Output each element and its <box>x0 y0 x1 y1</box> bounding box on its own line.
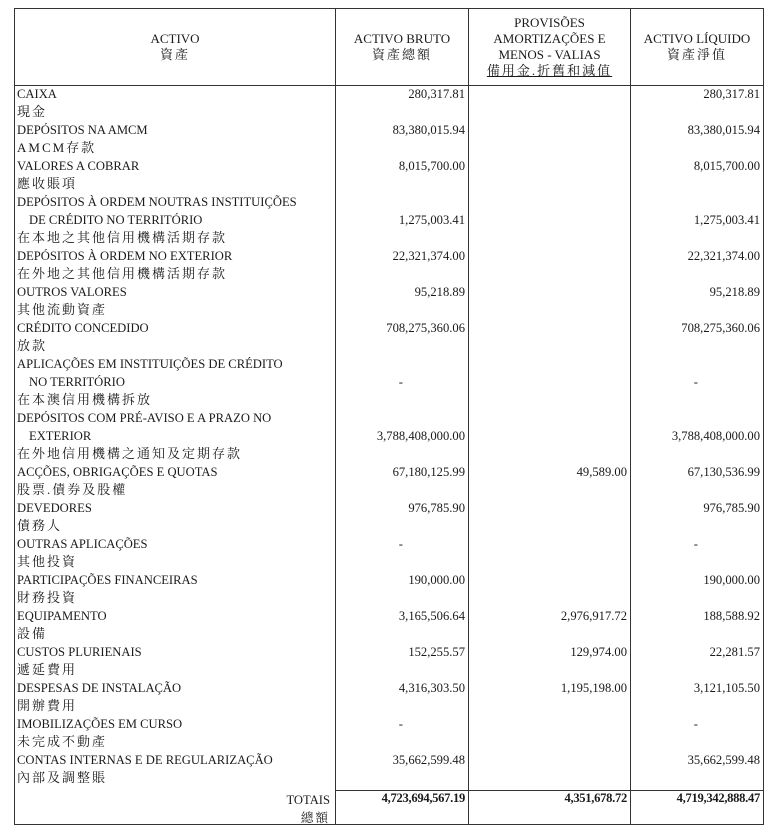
row-label-zh: 在外地之其他信用機構活期存款 <box>17 266 228 281</box>
row-line <box>15 769 763 787</box>
row-value-liquido: - <box>693 375 698 389</box>
row-label-pt: DEPÓSITOS À ORDEM NOUTRAS INSTITUIÇÕES <box>17 195 297 209</box>
row-label-pt: CUSTOS PLURIENAIS <box>17 645 142 659</box>
row-label-pt: OUTROS VALORES <box>17 285 127 299</box>
row-line <box>15 715 763 733</box>
row-line <box>15 247 763 265</box>
row-value-liquido: 83,380,015.94 <box>687 123 760 137</box>
row-line <box>15 193 763 211</box>
row-label-pt: OUTRAS APLICAÇÕES <box>17 537 148 551</box>
row-line <box>15 319 763 337</box>
row-value-provisoes: 1,195,198.00 <box>560 681 627 695</box>
row-label-pt: DEVEDORES <box>17 501 92 515</box>
row-line <box>15 463 763 481</box>
header-provisoes-pt2: AMORTIZAÇÕES E <box>493 31 606 46</box>
row-label-zh: 其他投資 <box>17 554 78 569</box>
header-provisoes-zh: 備用金.折舊和減值 <box>486 63 613 78</box>
row-value-provisoes: 2,976,917.72 <box>560 609 627 623</box>
row-value-bruto: 976,785.90 <box>408 501 465 515</box>
row-line <box>15 337 763 355</box>
row-line <box>15 733 763 751</box>
table-row <box>15 355 763 409</box>
row-label-pt: IMOBILIZAÇÕES EM CURSO <box>17 717 183 731</box>
row-value-provisoes <box>469 85 629 103</box>
row-label-zh: 股票.債券及股權 <box>17 482 128 497</box>
header-liquido-pt: ACTIVO LÍQUIDO <box>643 31 751 46</box>
table-row <box>15 283 763 319</box>
row-value-provisoes <box>469 571 629 589</box>
header-provisoes <box>469 9 630 85</box>
row-line <box>15 409 763 427</box>
row-line <box>15 211 763 229</box>
row-line <box>15 427 763 445</box>
row-value-liquido: 708,275,360.06 <box>681 321 760 335</box>
header-bruto-zh: 資產總額 <box>371 47 432 62</box>
row-value-liquido: 22,321,374.00 <box>687 249 760 263</box>
row-value-bruto: 8,015,700.00 <box>398 159 465 173</box>
row-label-zh: 在本澳信用機構拆放 <box>17 392 153 407</box>
header-activo-zh: 資產 <box>159 47 190 62</box>
header-provisoes-pt3: MENOS - VALIAS <box>498 47 601 62</box>
table-row <box>15 715 763 751</box>
table-row <box>15 85 763 121</box>
row-line <box>15 265 763 283</box>
row-value-bruto: 280,317.81 <box>408 87 465 101</box>
row-line <box>15 535 763 553</box>
row-value-liquido: 976,785.90 <box>703 501 760 515</box>
row-label-pt: DEPÓSITOS NA AMCM <box>17 123 148 137</box>
row-line <box>15 625 763 643</box>
header-liquido <box>631 9 763 85</box>
row-line <box>15 499 763 517</box>
table-row <box>15 409 763 463</box>
row-line <box>15 283 763 301</box>
row-line <box>15 481 763 499</box>
row-line <box>15 103 763 121</box>
row-label-pt: DEPÓSITOS À ORDEM NO EXTERIOR <box>17 249 233 263</box>
row-label-zh: 在本地之其他信用機構活期存款 <box>17 230 228 245</box>
row-value-liquido: 280,317.81 <box>703 87 760 101</box>
table-row <box>15 643 763 679</box>
table-row <box>15 751 763 787</box>
header-activo <box>15 9 335 85</box>
table-row <box>15 247 763 283</box>
row-label-pt: CRÉDITO CONCEDIDO <box>17 321 149 335</box>
row-value-liquido: 95,218.89 <box>709 285 760 299</box>
row-label-zh: 現金 <box>17 104 48 119</box>
row-line <box>15 85 763 103</box>
row-label-pt: NO TERRITÓRIO <box>29 375 125 389</box>
row-line <box>15 175 763 193</box>
row-label-pt: CONTAS INTERNAS E DE REGULARIZAÇÃO <box>17 753 273 767</box>
row-value-liquido: 188,588.92 <box>703 609 760 623</box>
row-line <box>15 391 763 409</box>
row-line <box>15 697 763 715</box>
row-value-bruto: 190,000.00 <box>408 573 465 587</box>
row-value-bruto: 708,275,360.06 <box>386 321 465 335</box>
row-value-provisoes <box>469 157 629 175</box>
row-label-zh: 其他流動資產 <box>17 302 108 317</box>
row-value-liquido: - <box>693 537 698 551</box>
row-value-bruto: - <box>398 717 403 731</box>
row-label-zh: 應收賬項 <box>17 176 78 191</box>
row-label-zh: 內部及調整賬 <box>17 770 108 785</box>
row-line <box>15 517 763 535</box>
row-line <box>15 679 763 697</box>
row-value-provisoes <box>469 283 629 301</box>
row-value-provisoes <box>469 211 629 229</box>
totals-bruto: 4,723,694,567.19 <box>381 791 465 805</box>
row-value-liquido: 8,015,700.00 <box>693 159 760 173</box>
row-line <box>15 607 763 625</box>
row-value-bruto: 1,275,003.41 <box>398 213 465 227</box>
table-row <box>15 121 763 157</box>
row-label-pt: VALORES A COBRAR <box>17 159 140 173</box>
row-value-bruto: 67,180,125.99 <box>392 465 465 479</box>
row-label-zh: 債務人 <box>17 518 63 533</box>
row-value-liquido: 190,000.00 <box>703 573 760 587</box>
row-value-provisoes <box>469 373 629 391</box>
header-bruto <box>336 9 468 85</box>
row-label-zh: 設備 <box>17 626 48 641</box>
row-line <box>15 571 763 589</box>
row-label-pt: DE CRÉDITO NO TERRITÓRIO <box>29 213 203 227</box>
table-row <box>15 157 763 193</box>
row-line <box>15 301 763 319</box>
row-value-provisoes: 129,974.00 <box>570 645 627 659</box>
table-row <box>15 319 763 355</box>
header-provisoes-pt1: PROVISÕES <box>514 15 585 30</box>
row-line <box>15 229 763 247</box>
row-value-bruto: 22,321,374.00 <box>392 249 465 263</box>
row-value-liquido: 22,281.57 <box>709 645 760 659</box>
row-line <box>15 157 763 175</box>
row-value-bruto: 3,788,408,000.00 <box>376 429 465 443</box>
row-label-pt: EQUIPAMENTO <box>17 609 107 623</box>
totals-row <box>15 791 763 827</box>
row-value-bruto: - <box>398 537 403 551</box>
row-label-pt: ACÇÕES, OBRIGAÇÕES E QUOTAS <box>17 465 218 479</box>
row-line <box>15 661 763 679</box>
row-value-liquido: 67,130,536.99 <box>687 465 760 479</box>
row-label-pt: DESPESAS DE INSTALAÇÃO <box>17 681 182 695</box>
table-row <box>15 571 763 607</box>
row-value-liquido: - <box>693 717 698 731</box>
row-line <box>15 589 763 607</box>
table-row <box>15 193 763 247</box>
row-label-pt: EXTERIOR <box>29 429 92 443</box>
row-value-bruto: 3,165,506.64 <box>398 609 465 623</box>
row-value-provisoes <box>469 751 629 769</box>
row-value-provisoes <box>469 247 629 265</box>
row-label-pt: APLICAÇÕES EM INSTITUIÇÕES DE CRÉDITO <box>17 357 283 371</box>
row-label-zh: 放款 <box>17 338 48 353</box>
row-value-bruto: - <box>398 375 403 389</box>
row-label-pt: DEPÓSITOS COM PRÉ-AVISO E A PRAZO NO <box>17 411 272 425</box>
row-value-bruto: 152,255.57 <box>408 645 465 659</box>
table-row <box>15 535 763 571</box>
header-liquido-zh: 資產淨值 <box>666 47 727 62</box>
row-value-provisoes <box>469 715 629 733</box>
row-label-pt: CAIXA <box>17 87 57 101</box>
row-label-zh: 在外地信用機構之通知及定期存款 <box>17 446 243 461</box>
row-label-pt: PARTICIPAÇÕES FINANCEIRAS <box>17 573 198 587</box>
row-value-bruto: 35,662,599.48 <box>392 753 465 767</box>
row-line <box>15 139 763 157</box>
row-value-provisoes: 49,589.00 <box>576 465 627 479</box>
row-value-provisoes <box>469 319 629 337</box>
row-value-provisoes <box>469 427 629 445</box>
table-row <box>15 499 763 535</box>
row-value-liquido: 3,788,408,000.00 <box>671 429 760 443</box>
row-value-liquido: 35,662,599.48 <box>687 753 760 767</box>
row-value-bruto: 95,218.89 <box>414 285 465 299</box>
row-value-liquido: 1,275,003.41 <box>693 213 760 227</box>
row-line <box>15 373 763 391</box>
table-row <box>15 679 763 715</box>
row-value-provisoes <box>469 121 629 139</box>
row-line <box>15 553 763 571</box>
row-value-liquido: 3,121,105.50 <box>693 681 760 695</box>
row-value-provisoes <box>469 535 629 553</box>
row-value-provisoes <box>469 499 629 517</box>
row-line <box>15 643 763 661</box>
row-line <box>15 355 763 373</box>
row-line <box>15 121 763 139</box>
header-bruto-pt: ACTIVO BRUTO <box>353 31 451 46</box>
row-label-zh: AMCM存款 <box>17 140 97 155</box>
row-line <box>15 751 763 769</box>
row-label-zh: 財務投資 <box>17 590 78 605</box>
totals-provisoes: 4,351,678.72 <box>564 791 627 805</box>
row-value-bruto: 83,380,015.94 <box>392 123 465 137</box>
table-row <box>15 463 763 499</box>
header-activo-pt: ACTIVO <box>150 31 200 46</box>
row-label-zh: 開辦費用 <box>17 698 78 713</box>
row-line <box>15 445 763 463</box>
table-body <box>15 85 763 787</box>
table-row <box>15 607 763 643</box>
balance-sheet-table <box>14 8 764 825</box>
totals-label-pt: TOTAIS <box>286 793 330 807</box>
row-label-zh: 遞延費用 <box>17 662 78 677</box>
row-label-zh: 未完成不動產 <box>17 734 108 749</box>
totals-liquido: 4,719,342,888.47 <box>676 791 760 805</box>
totals-label-zh: 總額 <box>300 811 330 825</box>
row-value-bruto: 4,316,303.50 <box>398 681 465 695</box>
